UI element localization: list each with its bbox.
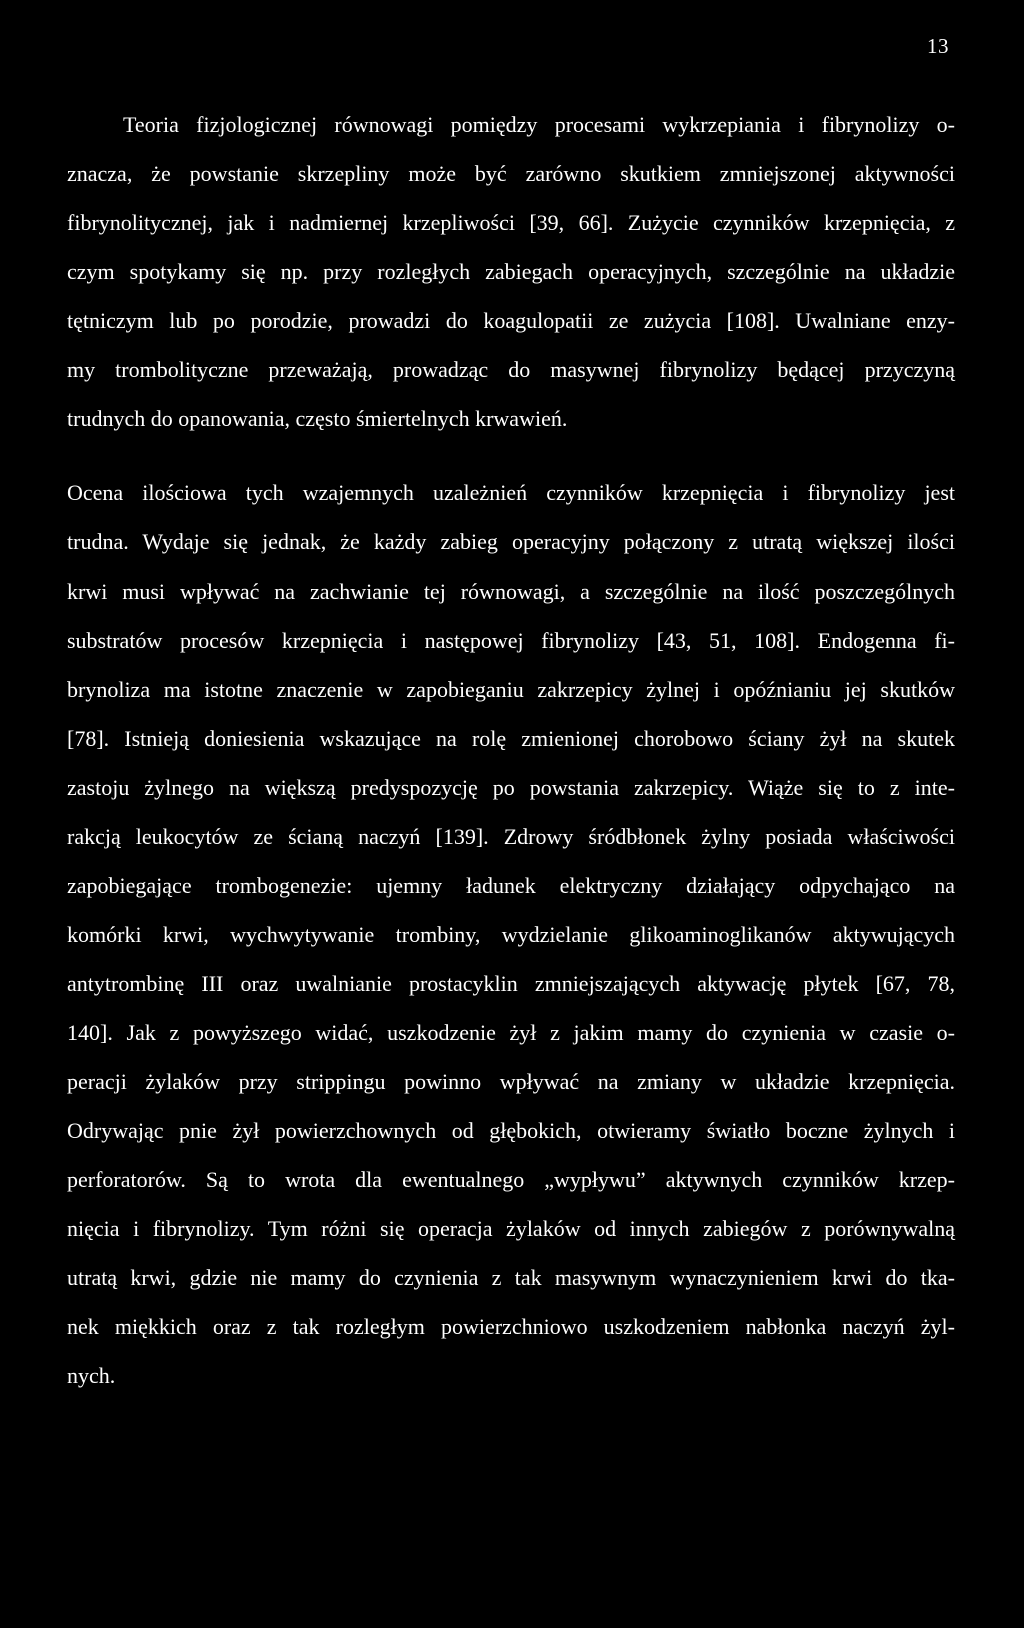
text-line: zastoju żylnego na większą predyspozycję po powstania zakrzepicy. Wiąże się to z inte- <box>67 775 955 800</box>
text-line: nych. <box>67 1363 116 1388</box>
text-line: zapobiegające trombogenezie: ujemny ładunek elektryczny działający odpychająco na <box>67 873 955 898</box>
text-line: trudnych do opanowania, często śmiertelnych krwawień. <box>67 406 568 431</box>
text-line: Teoria fizjologicznej równowagi pomiędzy procesami wykrzepiania i fibrynolizy o- <box>123 112 955 137</box>
text-line: nek miękkich oraz z tak rozległym powierzchniowo uszkodzeniem nabłonka naczyń żyl- <box>67 1314 955 1339</box>
text-line: [78]. Istnieją doniesienia wskazujące na rolę zmienionej chorobowo ściany żył na skutek <box>67 726 955 751</box>
text-line: trudna. Wydaje się jednak, że każdy zabieg operacyjny połączony z utratą większej ilości <box>67 529 955 554</box>
text-line: perforatorów. Są to wrota dla ewentualnego „wypływu” aktywnych czynników krzep- <box>67 1167 955 1192</box>
text-line: brynoliza ma istotne znaczenie w zapobieganiu zakrzepicy żylnej i opóźnianiu jej skutków <box>67 677 955 702</box>
text-line: 140]. Jak z powyższego widać, uszkodzenie żył z jakim mamy do czynienia w czasie o- <box>67 1020 955 1045</box>
text-line: znacza, że powstanie skrzepliny może być zarówno skutkiem zmniejszonej aktywności <box>67 161 955 186</box>
text-line: nięcia i fibrynolizy. Tym różni się operacja żylaków od innych zabiegów z porównywalną <box>67 1216 955 1241</box>
text-line: Ocena ilościowa tych wzajemnych uzależnień czynników krzepnięcia i fibrynolizy jest <box>67 480 955 505</box>
text-line: my trombolityczne przeważają, prowadząc do masywnej fibrynolizy będącej przyczyną <box>67 357 955 382</box>
text-line: substratów procesów krzepnięcia i następowej fibrynolizy [43, 51, 108]. Endogenna fi- <box>67 628 955 653</box>
text-line: utratą krwi, gdzie nie mamy do czynienia z tak masywnym wynaczynieniem krwi do tka- <box>67 1265 955 1290</box>
text-line: antytrombinę III oraz uwalnianie prostacyklin zmniejszających aktywację płytek [67, 78, <box>67 971 955 996</box>
page-number: 13 <box>927 34 949 58</box>
text-line: rakcją leukocytów ze ścianą naczyń [139]. Zdrowy śródbłonek żylny posiada właściwości <box>67 824 955 849</box>
text-line: czym spotykamy się np. przy rozległych zabiegach operacyjnych, szczególnie na układzie <box>67 259 955 284</box>
text-line: peracji żylaków przy strippingu powinno wpływać na zmiany w układzie krzepnięcia. <box>67 1069 955 1094</box>
text-line: tętniczym lub po porodzie, prowadzi do koagulopatii ze zużycia [108]. Uwalniane enzy- <box>67 308 955 333</box>
text-line: komórki krwi, wychwytywanie trombiny, wydzielanie glikoaminoglikanów aktywujących <box>67 922 955 947</box>
text-line: Odrywając pnie żył powierzchownych od głębokich, otwieramy światło boczne żylnych i <box>67 1118 955 1143</box>
text-line: krwi musi wpływać na zachwianie tej równowagi, a szczególnie na ilość poszczególnych <box>67 579 955 604</box>
text-line: fibrynolitycznej, jak i nadmiernej krzepliwości [39, 66]. Zużycie czynników krzepnięcia, z <box>67 210 955 235</box>
